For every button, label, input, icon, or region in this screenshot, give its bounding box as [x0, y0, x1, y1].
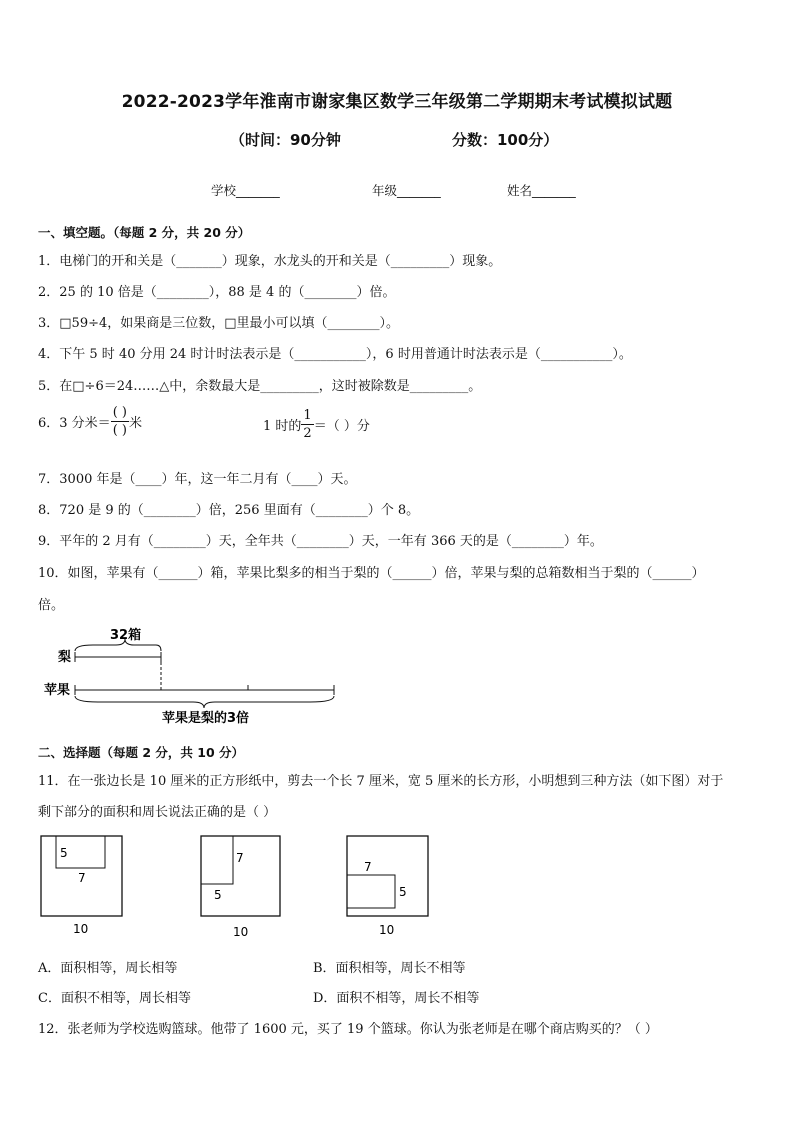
section-1-heading: 一、填空题。（每题 2 分，共 20 分）	[38, 225, 251, 240]
question-7: 7．3000 年是（____）年，这一年二月有（____）天。	[38, 472, 357, 487]
question-12: 12．张老师为学校选购篮球。他带了 1600 元，买了 19 个篮球。你认为张老师是在哪个商店购买的？（ ）	[38, 1022, 658, 1037]
figure-2-label-a: 7	[236, 851, 244, 865]
diagram-pear-label: 梨	[58, 650, 72, 665]
name-field: 姓名_______	[507, 183, 576, 198]
page-title: 2022-2023学年淮南市谢家集区数学三年级第二学期期末考试模拟试题	[121, 92, 673, 112]
option-d: D．面积不相等，周长不相等	[313, 991, 480, 1006]
figure-3-label-a: 7	[364, 860, 372, 874]
exam-time: （时间：90分钟	[230, 131, 341, 149]
question-11-line-2: 剩下部分的面积和周长说法正确的是（ ）	[38, 805, 277, 820]
question-1: 1．电梯门的开和关是（_______）现象，水龙头的开和关是（_________）现象。	[38, 254, 502, 269]
question-2: 2．25 的 10 倍是（________），88 是 4 的（________）倍。	[38, 285, 396, 300]
question-10-continued: 倍。	[38, 598, 65, 613]
bottom-brace	[75, 696, 334, 708]
figure-2-square	[201, 836, 280, 916]
q6b-suffix: ＝（ ）分	[313, 419, 370, 434]
figure-3-square	[347, 836, 428, 916]
question-9: 9．平年的 2 月有（________）天，全年共（________）天，一年有 366 天的是（________）年。	[38, 534, 603, 549]
section-2-heading: 二、选择题（每题 2 分，共 10 分）	[38, 745, 245, 760]
figure-1-side: 10	[73, 922, 89, 936]
question-3: 3．□59÷4，如果商是三位数，□里最小可以填（________）。	[38, 316, 400, 331]
diagram-apple-label: 苹果	[44, 683, 71, 698]
option-b: B．面积相等，周长不相等	[313, 961, 466, 976]
option-a: A．面积相等，周长相等	[38, 961, 178, 976]
figure-2-cut	[201, 836, 233, 884]
q6b-numerator: 1	[303, 408, 312, 423]
q6b-denominator: 2	[303, 426, 312, 441]
figure-3-side: 10	[379, 923, 395, 937]
q6a-suffix: 米	[128, 416, 142, 431]
q6a-numerator: ( )	[112, 405, 127, 420]
figure-2-label-b: 5	[214, 888, 222, 902]
question-5: 5．在□÷6＝24……△中，余数最大是_________，这时被除数是_________。	[38, 379, 482, 394]
figure-1-label-a: 5	[60, 846, 68, 860]
figure-1	[41, 836, 122, 936]
option-c: C．面积不相等，周长相等	[38, 991, 191, 1006]
exam-score: 分数：100分）	[452, 131, 559, 149]
question-4: 4．下午 5 时 40 分用 24 时计时法表示是（___________），6 时用普通计时法表示是（___________）。	[38, 347, 632, 362]
q6b-fraction	[301, 409, 313, 440]
question-10: 10．如图，苹果有（______）箱，苹果比梨多的相当于梨的（______）倍，苹果与梨的总箱数相当于梨的（______）	[38, 566, 705, 581]
grade-field: 年级_______	[372, 183, 441, 198]
figure-2	[201, 836, 280, 939]
pear-apple-diagram	[38, 624, 358, 726]
q6a-denominator: ( )	[112, 423, 127, 438]
q6a-prefix: 6．3 分米＝	[38, 416, 111, 431]
diagram-bottom-label: 苹果是梨的3倍	[162, 711, 250, 726]
question-8: 8．720 是 9 的（________）倍，256 里面有（________）个 8。	[38, 503, 420, 518]
question-11-line-1: 11．在一张边长是 10 厘米的正方形纸中，剪去一个长 7 厘米，宽 5 厘米的长方形，小明想到三种方法（如下图）对于	[38, 774, 724, 789]
figure-3-label-b: 5	[399, 885, 407, 899]
question-6a	[38, 406, 142, 437]
school-field: 学校_______	[211, 183, 280, 198]
diagram-top-label: 32箱	[110, 628, 142, 643]
figure-1-label-b: 7	[78, 871, 86, 885]
figure-2-side: 10	[233, 925, 249, 939]
question-6b	[263, 409, 370, 440]
q6b-prefix: 1 时的	[263, 419, 302, 434]
figure-3	[347, 836, 428, 937]
q6a-fraction	[111, 406, 129, 437]
question-11-figures	[36, 832, 456, 944]
figure-3-cut	[347, 875, 395, 908]
